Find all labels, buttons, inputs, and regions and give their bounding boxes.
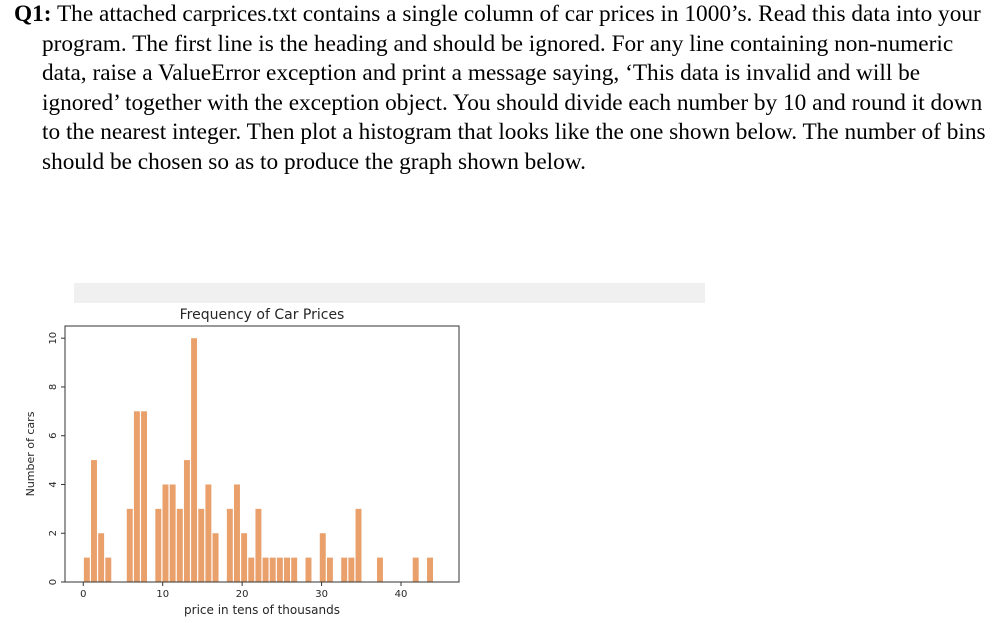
histogram-bar bbox=[227, 509, 233, 582]
histogram-bar bbox=[427, 558, 433, 582]
histogram-bar bbox=[413, 558, 419, 582]
x-axis-label: price in tens of thousands bbox=[184, 603, 340, 617]
histogram-bar bbox=[241, 533, 247, 582]
histogram-bar bbox=[98, 533, 104, 582]
histogram-bar bbox=[263, 558, 269, 582]
plot-frame bbox=[65, 326, 459, 582]
histogram-bar bbox=[291, 558, 297, 582]
question-body: The attached carprices.txt contains a single column of car prices in 1000’s. Read this data into your program. The first line is the heading and should be ignored. For any line containing non-numeric data, raise a ValueError exception and print a message saying, ‘This data is invalid and will be ignored’ together with the exception object. You should divide each number by 10 and round it down to the nearest integer. Then plot a histogram that looks like the one shown below. The number of bins should be chosen so as to produce the graph shown below. bbox=[42, 1, 986, 175]
histogram-bar bbox=[248, 558, 254, 582]
histogram-bar bbox=[270, 558, 276, 582]
histogram-bar bbox=[184, 460, 190, 582]
y-ticks-group bbox=[48, 332, 65, 585]
histogram-bar bbox=[177, 509, 183, 582]
histogram-bar bbox=[234, 484, 240, 582]
histogram-bar bbox=[191, 338, 197, 582]
histogram-bar bbox=[205, 484, 211, 582]
x-tick-label: 30 bbox=[315, 589, 328, 600]
y-tick-label: 10 bbox=[48, 331, 59, 345]
chart-title: Frequency of Car Prices bbox=[179, 307, 345, 323]
x-tick-label: 10 bbox=[156, 589, 170, 600]
histogram-bar bbox=[284, 558, 290, 582]
histogram-bar bbox=[127, 509, 133, 582]
histogram-bar bbox=[141, 411, 147, 582]
histogram-bar bbox=[377, 558, 383, 582]
y-tick-label: 8 bbox=[48, 383, 59, 391]
y-axis-label: Number of cars bbox=[24, 411, 37, 497]
x-tick-label: 20 bbox=[235, 589, 249, 600]
histogram-bar bbox=[198, 509, 204, 582]
histogram-bar bbox=[170, 484, 176, 582]
y-tick-label: 2 bbox=[48, 530, 59, 537]
histogram-bar bbox=[134, 411, 140, 582]
histogram-bar bbox=[356, 509, 362, 582]
histogram-bar bbox=[84, 558, 90, 582]
histogram-bar bbox=[348, 558, 354, 582]
histogram-bar bbox=[213, 533, 219, 582]
y-tick-label: 4 bbox=[48, 481, 59, 488]
histogram-bar bbox=[320, 533, 326, 582]
histogram-bar bbox=[327, 558, 333, 582]
y-tick-label: 0 bbox=[48, 578, 59, 586]
x-ticks-group bbox=[80, 582, 407, 600]
histogram-bar bbox=[277, 558, 283, 582]
x-tick-label: 0 bbox=[80, 589, 87, 600]
histogram-bar bbox=[91, 460, 97, 582]
y-tick-label: 6 bbox=[48, 432, 59, 439]
histogram-bar bbox=[163, 484, 169, 582]
question-label: Q1: bbox=[14, 1, 52, 27]
x-tick-label: 40 bbox=[394, 589, 408, 600]
bars-group bbox=[84, 338, 433, 582]
histogram-bar bbox=[155, 509, 161, 582]
histogram-bar bbox=[306, 558, 312, 582]
histogram-bar bbox=[105, 558, 111, 582]
histogram-bar bbox=[341, 558, 347, 582]
histogram-bar bbox=[255, 509, 261, 582]
